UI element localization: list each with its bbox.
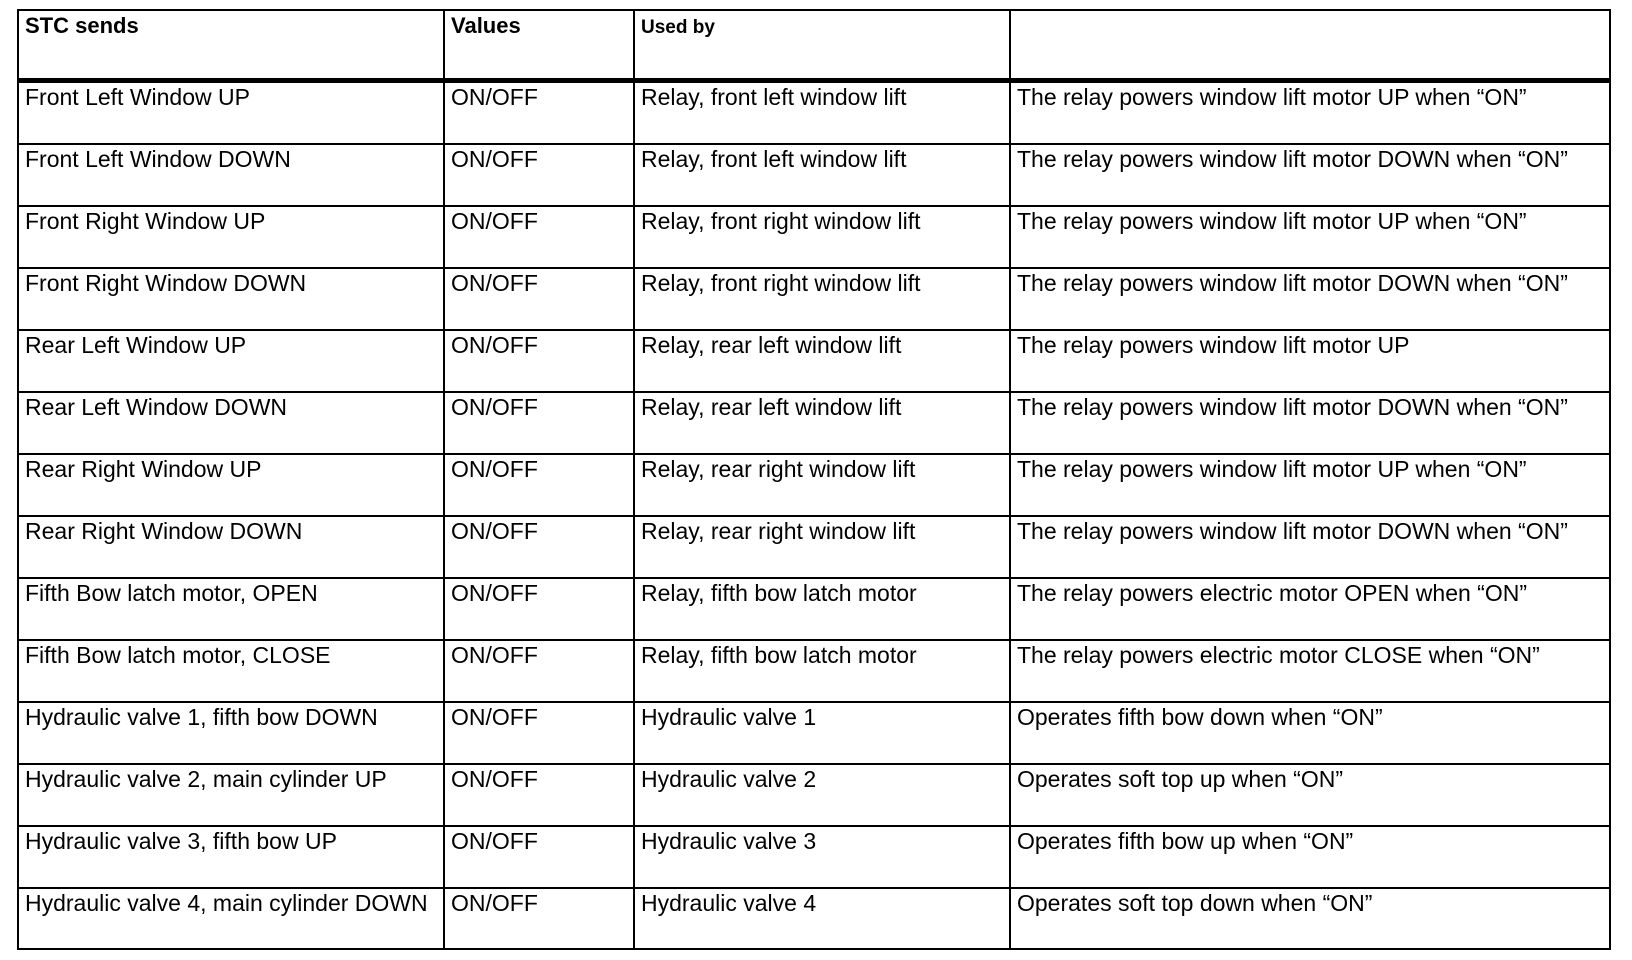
- header-description: [1010, 10, 1610, 81]
- header-values: Values: [444, 10, 634, 81]
- cell-used-by: Relay, fifth bow latch motor: [634, 640, 1010, 702]
- cell-signal: Hydraulic valve 2, main cylinder UP: [18, 764, 444, 826]
- cell-signal: Front Left Window DOWN: [18, 144, 444, 206]
- table-row: [18, 330, 1610, 392]
- cell-values: ON/OFF: [444, 392, 634, 454]
- cell-description: The relay powers window lift motor DOWN when “ON”: [1010, 392, 1610, 454]
- header-stc-sends: STC sends: [18, 10, 444, 81]
- cell-signal: Front Right Window DOWN: [18, 268, 444, 330]
- cell-description: Operates fifth bow down when “ON”: [1010, 702, 1610, 764]
- cell-used-by: Relay, fifth bow latch motor: [634, 578, 1010, 640]
- cell-signal: Rear Right Window UP: [18, 454, 444, 516]
- cell-signal: Fifth Bow latch motor, CLOSE: [18, 640, 444, 702]
- cell-used-by: Relay, front left window lift: [634, 144, 1010, 206]
- cell-values: ON/OFF: [444, 330, 634, 392]
- cell-used-by: Relay, front right window lift: [634, 206, 1010, 268]
- header-used-by: Used by: [634, 10, 1010, 81]
- cell-values: ON/OFF: [444, 206, 634, 268]
- cell-values: ON/OFF: [444, 81, 634, 145]
- cell-description: Operates fifth bow up when “ON”: [1010, 826, 1610, 888]
- table-row: [18, 516, 1610, 578]
- cell-used-by: Hydraulic valve 3: [634, 826, 1010, 888]
- table-row: [18, 826, 1610, 888]
- cell-description: Operates soft top up when “ON”: [1010, 764, 1610, 826]
- signal-table: [17, 9, 1611, 950]
- cell-used-by: Relay, front left window lift: [634, 81, 1010, 145]
- cell-values: ON/OFF: [444, 888, 634, 949]
- cell-values: ON/OFF: [444, 144, 634, 206]
- table-row: [18, 268, 1610, 330]
- cell-used-by: Relay, rear right window lift: [634, 454, 1010, 516]
- cell-signal: Hydraulic valve 1, fifth bow DOWN: [18, 702, 444, 764]
- cell-description: The relay powers window lift motor UP when “ON”: [1010, 454, 1610, 516]
- cell-description: The relay powers electric motor CLOSE when “ON”: [1010, 640, 1610, 702]
- cell-description: The relay powers window lift motor DOWN when “ON”: [1010, 516, 1610, 578]
- cell-signal: Rear Right Window DOWN: [18, 516, 444, 578]
- cell-values: ON/OFF: [444, 640, 634, 702]
- cell-signal: Hydraulic valve 4, main cylinder DOWN: [18, 888, 444, 949]
- cell-values: ON/OFF: [444, 764, 634, 826]
- cell-signal: Front Right Window UP: [18, 206, 444, 268]
- cell-signal: Front Left Window UP: [18, 81, 444, 145]
- table-row: [18, 702, 1610, 764]
- table-row: [18, 454, 1610, 516]
- cell-values: ON/OFF: [444, 454, 634, 516]
- cell-used-by: Relay, front right window lift: [634, 268, 1010, 330]
- cell-used-by: Hydraulic valve 4: [634, 888, 1010, 949]
- table-row: [18, 392, 1610, 454]
- cell-values: ON/OFF: [444, 516, 634, 578]
- cell-used-by: Relay, rear left window lift: [634, 330, 1010, 392]
- cell-used-by: Relay, rear right window lift: [634, 516, 1010, 578]
- cell-description: Operates soft top down when “ON”: [1010, 888, 1610, 949]
- cell-signal: Fifth Bow latch motor, OPEN: [18, 578, 444, 640]
- cell-signal: Rear Left Window UP: [18, 330, 444, 392]
- table-row: [18, 144, 1610, 206]
- table-row: [18, 888, 1610, 949]
- cell-description: The relay powers window lift motor UP when “ON”: [1010, 81, 1610, 145]
- table-row: [18, 81, 1610, 145]
- cell-signal: Hydraulic valve 3, fifth bow UP: [18, 826, 444, 888]
- cell-values: ON/OFF: [444, 826, 634, 888]
- table-header-row: [18, 10, 1610, 81]
- cell-description: The relay powers window lift motor DOWN when “ON”: [1010, 144, 1610, 206]
- cell-used-by: Relay, rear left window lift: [634, 392, 1010, 454]
- cell-description: The relay powers window lift motor DOWN when “ON”: [1010, 268, 1610, 330]
- cell-values: ON/OFF: [444, 702, 634, 764]
- cell-used-by: Hydraulic valve 2: [634, 764, 1010, 826]
- cell-values: ON/OFF: [444, 268, 634, 330]
- cell-description: The relay powers window lift motor UP: [1010, 330, 1610, 392]
- cell-used-by: Hydraulic valve 1: [634, 702, 1010, 764]
- table-row: [18, 206, 1610, 268]
- cell-description: The relay powers electric motor OPEN when “ON”: [1010, 578, 1610, 640]
- table-row: [18, 578, 1610, 640]
- table-row: [18, 764, 1610, 826]
- cell-description: The relay powers window lift motor UP when “ON”: [1010, 206, 1610, 268]
- cell-values: ON/OFF: [444, 578, 634, 640]
- cell-signal: Rear Left Window DOWN: [18, 392, 444, 454]
- table-row: [18, 640, 1610, 702]
